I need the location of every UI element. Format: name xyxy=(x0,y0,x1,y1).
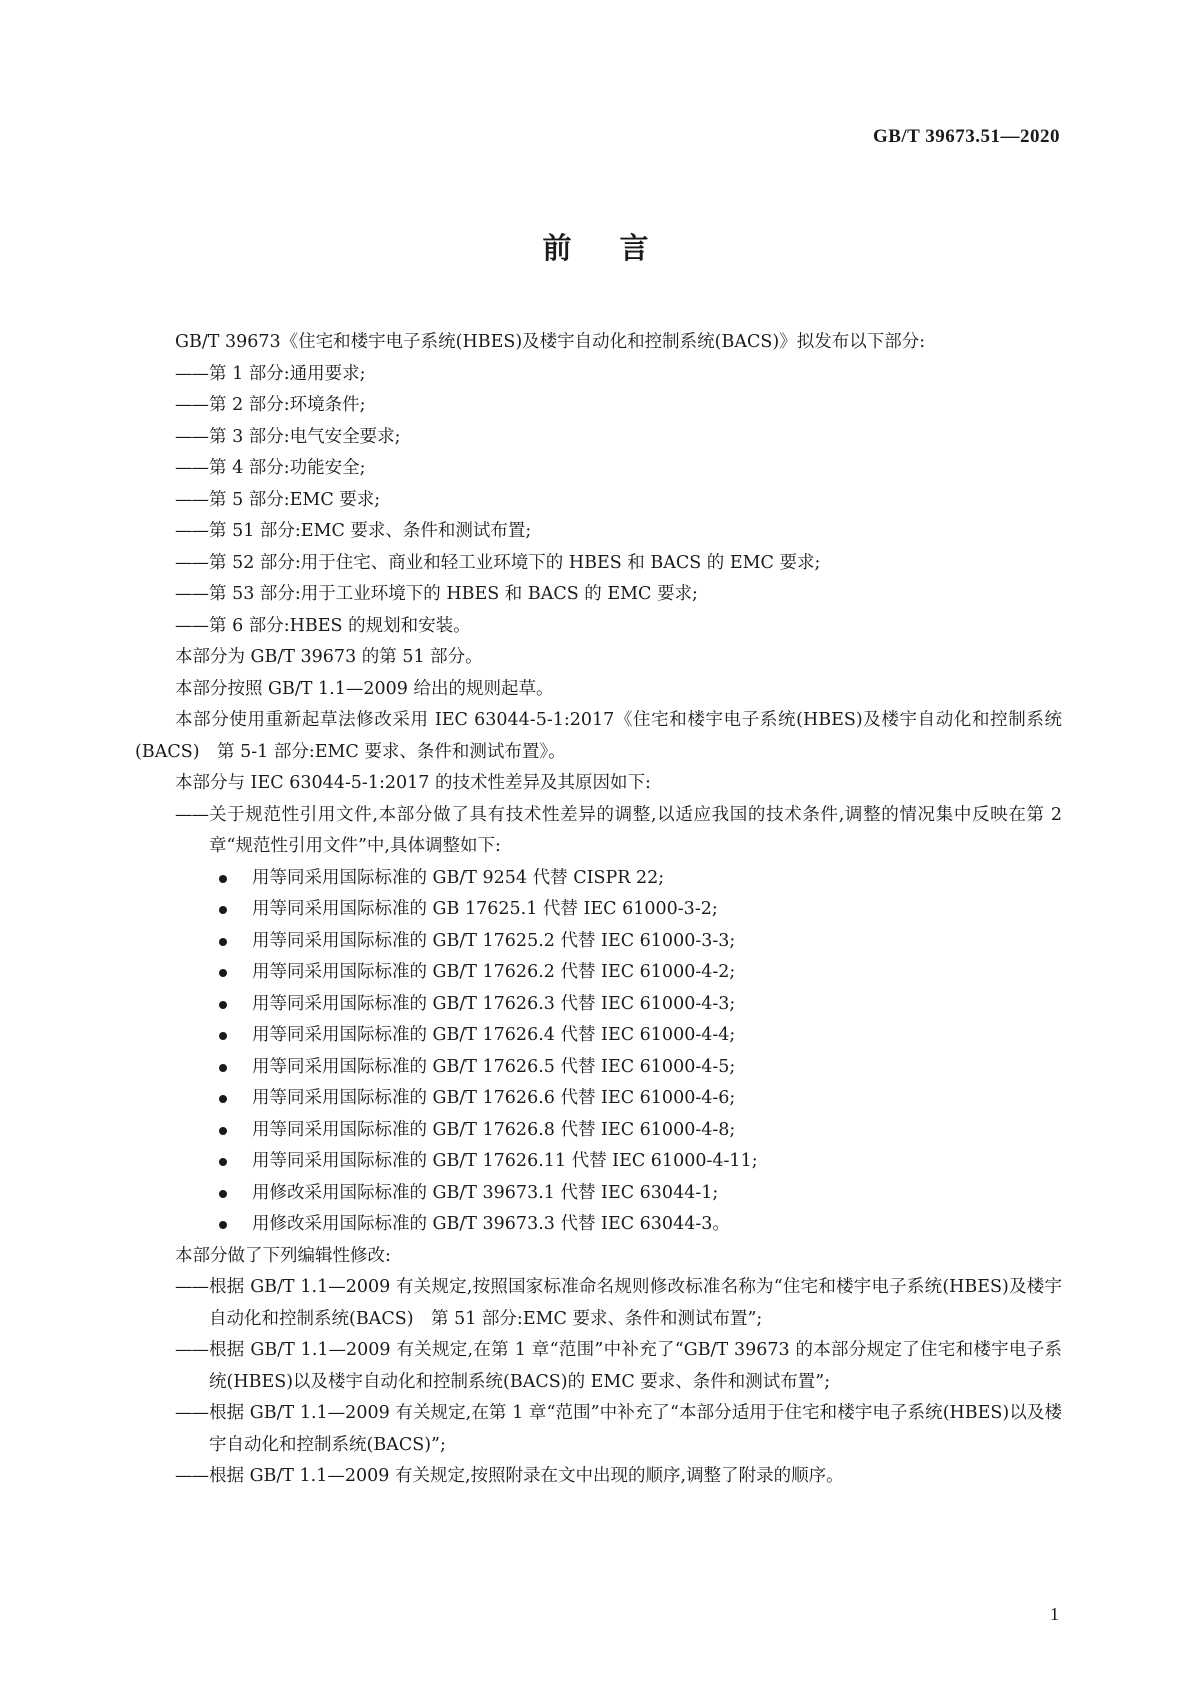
list-item: 用等同采用国际标准的 GB/T 17626.5 代替 IEC 61000-4-5; xyxy=(135,1052,1062,1084)
part-of-statement: 本部分为 GB/T 39673 的第 51 部分。 xyxy=(175,647,483,667)
bullet-icon xyxy=(219,938,227,946)
dash-marker: —— xyxy=(175,1466,208,1486)
list-item: 用等同采用国际标准的 GB/T 17626.8 代替 IEC 61000-4-8; xyxy=(135,1115,1062,1147)
list-item: —— 第 52 部分:用于住宅、商业和轻工业环境下的 HBES 和 BACS 的 EMC 要求; xyxy=(135,548,1062,580)
adoption-statement: 本部分使用重新起草法修改采用 IEC 63044-5-1:2017《住宅和楼宇电子系统(HBES)及楼宇自动化和控制系统(BACS) 第 5-1 部分:EMC 要求、条件和测试布置》。 xyxy=(135,710,1062,762)
list-item: 用修改采用国际标准的 GB/T 39673.3 代替 IEC 63044-3。 xyxy=(135,1209,1062,1241)
dash-marker: —— xyxy=(175,521,208,541)
bullet-icon xyxy=(219,1095,227,1103)
bullet-icon xyxy=(219,1064,227,1072)
list-item: —— 第 2 部分:环境条件; xyxy=(135,390,1062,422)
list-item: —— 根据 GB/T 1.1—2009 有关规定,按照国家标准命名规则修改标准名称为“住宅和楼宇电子系统(HBES)及楼宇自动化和控制系统(BACS) 第 51 部分:EMC 要求、条件和测试布置”; xyxy=(135,1272,1062,1335)
list-item: —— 根据 GB/T 1.1—2009 有关规定,按照附录在文中出现的顺序,调整了附录的顺序。 xyxy=(135,1461,1062,1493)
page-number: 1 xyxy=(1050,1604,1059,1624)
dash-marker: —— xyxy=(175,395,208,415)
list-item: 用等同采用国际标准的 GB/T 17626.11 代替 IEC 61000-4-11; xyxy=(135,1146,1062,1178)
dash-marker: —— xyxy=(175,804,208,825)
bullet-icon xyxy=(219,906,227,914)
dash-marker: —— xyxy=(175,1403,208,1423)
dash-marker: —— xyxy=(175,363,208,384)
bullet-icon xyxy=(219,969,227,977)
document-code: GB/T 39673.51—2020 xyxy=(872,126,1060,147)
list-item: 用等同采用国际标准的 GB/T 17625.2 代替 IEC 61000-3-3; xyxy=(135,926,1062,958)
list-item: 用等同采用国际标准的 GB/T 17626.6 代替 IEC 61000-4-6; xyxy=(135,1083,1062,1115)
list-item: —— 第 6 部分:HBES 的规划和安装。 xyxy=(135,611,1062,643)
list-item: —— 根据 GB/T 1.1—2009 有关规定,在第 1 章“范围”中补充了“GB/T 39673 的本部分规定了住宅和楼宇电子系统(HBES)以及楼宇自动化和控制系统(BACS)的 EMC 要求、条件和测试布置”; xyxy=(135,1335,1062,1398)
replacement-list xyxy=(135,863,1062,1241)
list-item: —— 第 5 部分:EMC 要求; xyxy=(135,485,1062,517)
dash-marker: —— xyxy=(175,1277,208,1297)
list-item: —— 根据 GB/T 1.1—2009 有关规定,在第 1 章“范围”中补充了“本部分适用于住宅和楼宇电子系统(HBES)以及楼宇自动化和控制系统(BACS)”; xyxy=(135,1398,1062,1461)
dash-marker: —— xyxy=(175,489,208,510)
list-item: —— 第 53 部分:用于工业环境下的 HBES 和 BACS 的 EMC 要求; xyxy=(135,579,1062,611)
list-item: —— 第 4 部分:功能安全; xyxy=(135,453,1062,485)
list-item: 用等同采用国际标准的 GB/T 9254 代替 CISPR 22; xyxy=(135,863,1062,895)
bullet-icon xyxy=(219,1127,227,1135)
editorial-intro: 本部分做了下列编辑性修改: xyxy=(175,1245,391,1266)
list-item: —— 第 51 部分:EMC 要求、条件和测试布置; xyxy=(135,516,1062,548)
list-item: 用等同采用国际标准的 GB/T 17626.3 代替 IEC 61000-4-3; xyxy=(135,989,1062,1021)
bullet-icon xyxy=(219,1190,227,1198)
editorial-list xyxy=(135,1272,1062,1493)
list-item: 用修改采用国际标准的 GB/T 39673.1 代替 IEC 63044-1; xyxy=(135,1178,1062,1210)
dash-marker: —— xyxy=(175,426,208,447)
differences-statement: 本部分与 IEC 63044-5-1:2017 的技术性差异及其原因如下: xyxy=(175,773,651,793)
list-item: —— 第 3 部分:电气安全要求; xyxy=(135,422,1062,454)
bullet-icon xyxy=(219,875,227,883)
page-title: 前言 xyxy=(542,231,697,265)
dash-marker: —— xyxy=(175,584,208,604)
dash-marker: —— xyxy=(175,458,208,478)
list-item: —— 第 1 部分:通用要求; xyxy=(135,359,1062,391)
list-item: 用等同采用国际标准的 GB 17625.1 代替 IEC 61000-3-2; xyxy=(135,894,1062,926)
bullet-icon xyxy=(219,1032,227,1040)
bullet-icon xyxy=(219,1221,227,1229)
parts-list xyxy=(135,359,1062,643)
list-item: 用等同采用国际标准的 GB/T 17626.4 代替 IEC 61000-4-4; xyxy=(135,1020,1062,1052)
foreword-body xyxy=(135,327,1062,1493)
dash-marker: —— xyxy=(175,615,208,636)
tech-diff-item: —— 关于规范性引用文件,本部分做了具有技术性差异的调整,以适应我国的技术条件,调整的情况集中反映在第 2 章“规范性引用文件”中,具体调整如下: xyxy=(135,800,1062,863)
intro-paragraph: GB/T 39673《住宅和楼宇电子系统(HBES)及楼宇自动化和控制系统(BACS)》拟发布以下部分: xyxy=(175,332,926,352)
list-item: 用等同采用国际标准的 GB/T 17626.2 代替 IEC 61000-4-2; xyxy=(135,957,1062,989)
dash-marker: —— xyxy=(175,552,208,573)
dash-marker: —— xyxy=(175,1340,208,1360)
drafting-statement: 本部分按照 GB/T 1.1—2009 给出的规则起草。 xyxy=(175,678,554,699)
bullet-icon xyxy=(219,1158,227,1166)
bullet-icon xyxy=(219,1001,227,1009)
